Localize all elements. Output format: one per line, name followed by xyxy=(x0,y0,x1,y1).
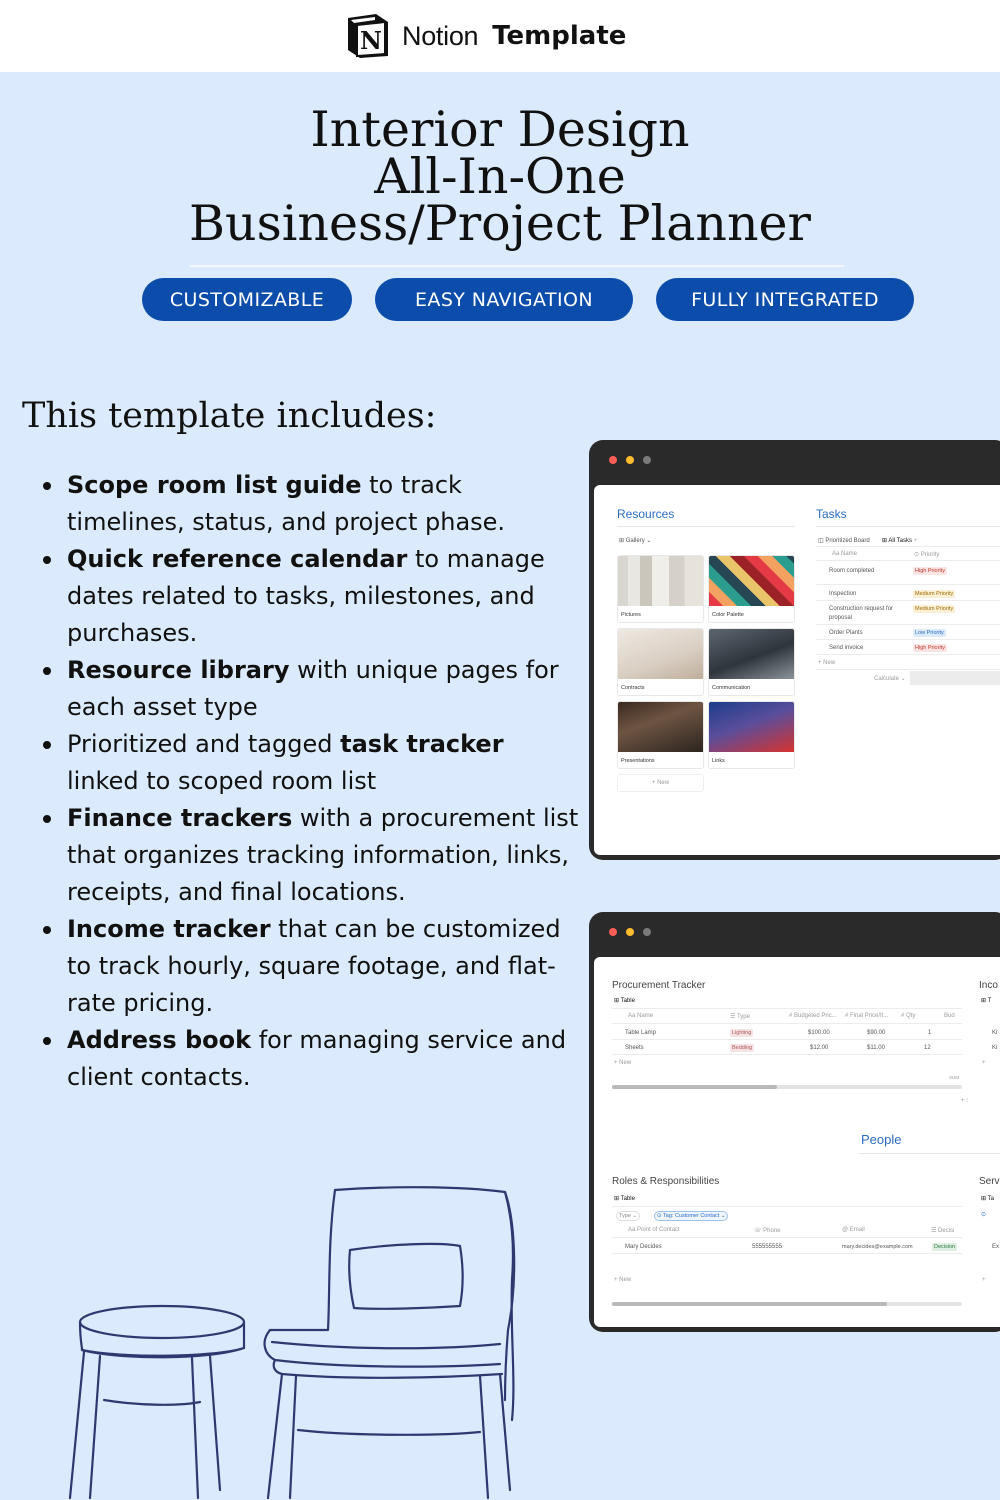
services-filter-partial[interactable]: ⊙ xyxy=(981,1212,987,1218)
hero-title-line: Interior Design xyxy=(310,101,690,158)
resource-card[interactable]: Contracts xyxy=(617,628,704,696)
divider xyxy=(816,600,1000,601)
col-priority: ⊙ Priority xyxy=(914,552,940,558)
roles-view-table[interactable]: ⊞ Table xyxy=(614,1196,635,1202)
resources-title: Resources xyxy=(617,507,675,521)
qty-value: 1 xyxy=(928,1030,932,1036)
budget-value: $100.00 xyxy=(808,1030,830,1036)
divider xyxy=(816,526,1000,527)
budget-value: $12.00 xyxy=(810,1045,829,1051)
resources-view-gallery[interactable]: ⊞ Gallery ⌄ xyxy=(619,538,652,544)
notion-screen xyxy=(594,957,1000,1327)
feature-item: Finance trackers with a procurement list that organizes tracking information, links, receipts, and final locations. xyxy=(40,800,580,911)
services-view-partial[interactable]: ⊞ Ta xyxy=(981,1196,994,1202)
services-title-partial: Serv xyxy=(979,1176,1000,1187)
close-dot-icon xyxy=(609,928,617,936)
contact-name[interactable]: Mary Decides xyxy=(625,1244,662,1250)
divider xyxy=(816,560,1000,561)
minimize-dot-icon xyxy=(626,456,634,464)
income-view-partial[interactable]: ⊞ T xyxy=(981,998,992,1004)
income-new-partial[interactable]: + xyxy=(982,1060,986,1066)
divider xyxy=(816,624,1000,625)
divider xyxy=(612,1237,962,1238)
task-name[interactable]: Inspection xyxy=(829,591,857,597)
sum-label: SUM xyxy=(949,1075,959,1080)
feature-item: Resource library with unique pages for each asset type xyxy=(40,652,580,726)
contact-email: mary.decides@example.com xyxy=(842,1244,913,1250)
resource-card[interactable]: Pictures xyxy=(617,555,704,623)
type-tag: Lighting xyxy=(732,1030,752,1036)
feature-item: Address book for managing service and client contacts. xyxy=(40,1022,580,1096)
income-row-partial: Ki xyxy=(992,1030,998,1036)
services-row-partial: Ex xyxy=(992,1244,1000,1250)
priority-tag: High Priority xyxy=(915,645,945,651)
divider xyxy=(859,1153,1000,1154)
feature-item: Income tracker that can be customized to track hourly, square footage, and flat-rate pricing. xyxy=(40,911,580,1022)
window-controls xyxy=(609,456,651,464)
final-value: $90.00 xyxy=(867,1030,886,1036)
filter-tag-button[interactable]: ⊙ Tag: Customer Contact ⌄ xyxy=(654,1211,728,1221)
col-qty: # Qty xyxy=(901,1013,916,1019)
feature-item: Scope room list guide to track timelines, status, and project phase. xyxy=(40,467,580,541)
svg-text:N: N xyxy=(360,26,382,55)
pill-easy-navigation: EASY NAVIGATION xyxy=(375,278,633,321)
close-dot-icon xyxy=(609,456,617,464)
task-name-line2: proposal xyxy=(829,615,853,621)
calculate-button[interactable]: Calculate ⌄ xyxy=(874,676,906,682)
col-phone: ☏ Phone xyxy=(754,1228,781,1234)
window-controls xyxy=(609,928,651,936)
procurement-new-button[interactable]: + New xyxy=(614,1060,632,1066)
item-name[interactable]: Table Lamp xyxy=(625,1030,657,1036)
tasks-title: Tasks xyxy=(816,507,847,521)
brand-suffix: Template xyxy=(492,21,627,51)
divider xyxy=(816,669,1000,670)
income-row-partial: Ki xyxy=(992,1045,998,1051)
top-bar xyxy=(0,0,1000,72)
task-name[interactable]: Construction request for xyxy=(829,606,894,612)
divider xyxy=(612,1206,962,1207)
type-tag: Bedding xyxy=(732,1045,753,1051)
roles-title: Roles & Responsibilities xyxy=(612,1176,720,1187)
procurement-title: Procurement Tracker xyxy=(612,980,706,991)
chair-and-stool-line-art-icon xyxy=(60,1180,530,1500)
col-type: ☰ Type xyxy=(730,1014,750,1020)
col-decision: ☰ Decisi xyxy=(931,1228,955,1234)
includes-heading: This template includes: xyxy=(22,396,437,436)
resource-card[interactable]: Presentations xyxy=(617,701,704,769)
scroll-track xyxy=(910,671,1000,685)
item-name[interactable]: Sheets xyxy=(625,1045,644,1051)
notion-logo-icon xyxy=(344,12,392,60)
hero-divider xyxy=(190,265,844,267)
tab-prioritized-board[interactable]: ◫ Prioritized Board xyxy=(818,538,870,544)
tab-all-tasks[interactable]: ⊞ All Tasks + xyxy=(882,538,918,544)
qty-value: 12 xyxy=(924,1045,931,1051)
divider xyxy=(612,1054,962,1055)
divider xyxy=(816,546,1000,547)
procurement-view-table[interactable]: ⊞ Table xyxy=(614,998,635,1004)
divider xyxy=(612,1023,962,1024)
device-screenshot-finance-people xyxy=(589,912,1000,1332)
maximize-dot-icon xyxy=(643,456,651,464)
col-name: Aa Name xyxy=(628,1013,654,1019)
decision-tag: Decision xyxy=(934,1244,956,1250)
divider xyxy=(612,1008,962,1009)
col-budget-total: Bud xyxy=(944,1013,955,1019)
divider xyxy=(612,1039,962,1040)
contact-phone: 555555555 xyxy=(752,1244,783,1250)
people-heading: People xyxy=(861,1132,902,1147)
filter-type-button[interactable]: Type ⌄ xyxy=(616,1211,640,1221)
resource-card[interactable]: Links xyxy=(708,701,795,769)
feature-item: Quick reference calendar to manage dates related to tasks, milestones, and purchases. xyxy=(40,541,580,652)
priority-tag: High Priority xyxy=(915,568,945,574)
hero-title-line: Business/Project Planner xyxy=(189,195,811,252)
horizontal-scrollbar[interactable] xyxy=(612,1302,962,1306)
divider xyxy=(612,1253,962,1254)
resources-new-button[interactable]: + New xyxy=(617,774,704,792)
final-value: $11.00 xyxy=(867,1045,885,1051)
services-new-partial[interactable]: + xyxy=(982,1277,986,1283)
resource-card[interactable]: Color Palette xyxy=(708,555,795,623)
priority-tag: Medium Priority xyxy=(915,591,954,597)
income-title-partial: Inco xyxy=(979,980,998,991)
divider xyxy=(617,526,795,527)
feature-pills xyxy=(0,278,1000,322)
col-name: Aa Name xyxy=(832,551,858,557)
device-screenshot-resources-tasks xyxy=(589,440,1000,860)
add-icon[interactable]: + ⁝ xyxy=(961,1098,969,1104)
task-name[interactable]: Room completed xyxy=(829,568,875,574)
notion-screen xyxy=(594,485,1000,855)
minimize-dot-icon xyxy=(626,928,634,936)
horizontal-scrollbar[interactable] xyxy=(612,1085,962,1089)
priority-tag: Medium Priority xyxy=(915,606,954,612)
maximize-dot-icon xyxy=(643,928,651,936)
hero-title-line: All-In-One xyxy=(374,148,626,205)
hero-title xyxy=(0,101,1000,252)
col-point-of-contact: Aa Point of Contact xyxy=(628,1227,680,1233)
col-final-price: # Final Price/It... xyxy=(845,1013,889,1019)
tasks-new-button[interactable]: + New xyxy=(818,660,836,666)
divider xyxy=(816,584,1000,585)
divider xyxy=(816,654,1000,655)
pill-fully-integrated: FULLY INTEGRATED xyxy=(656,278,914,321)
pill-customizable: CUSTOMIZABLE xyxy=(142,278,352,321)
col-budget: # Budgeted Pric... xyxy=(789,1013,837,1019)
feature-item: Prioritized and tagged task tracker linked to scoped room list xyxy=(40,726,580,800)
divider xyxy=(816,639,1000,640)
brand xyxy=(344,10,626,62)
task-name[interactable]: Order Plants xyxy=(829,630,863,636)
roles-new-button[interactable]: + New xyxy=(614,1277,632,1283)
feature-list xyxy=(40,467,580,1096)
task-name[interactable]: Send invoice xyxy=(829,645,864,651)
priority-tag: Low Priority xyxy=(915,630,944,636)
brand-name: Notion xyxy=(402,20,479,51)
col-email: @ Email xyxy=(842,1227,865,1233)
resource-card[interactable]: Communication xyxy=(708,628,795,696)
